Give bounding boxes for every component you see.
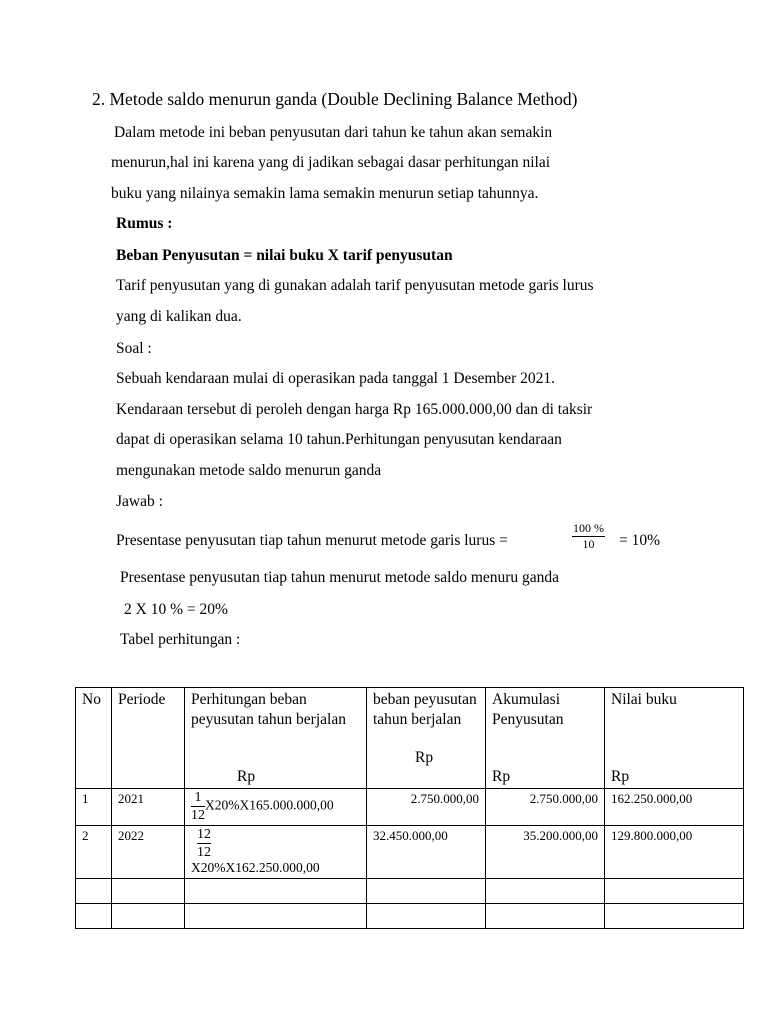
section-heading: 2. Metode saldo menurun ganda (Double Declining Balance Method) [92,89,578,109]
intro-line-2: menurun,hal ini karena yang di jadikan sebagai dasar perhitungan nilai [111,154,551,171]
table-header-row [76,688,744,789]
header-rp-nilai: Rp [611,768,630,785]
jawab-label: Jawab : [116,493,163,510]
tabel-label: Tabel perhitungan : [120,631,241,648]
soal-label: Soal : [116,340,152,357]
row2-fraction: $\frac{12}{12}$ [197,827,211,860]
row1-periode: 2021 [112,789,185,826]
row1-akumulasi: 2.750.000,00 [486,789,605,826]
header-periode: Periode [112,688,185,789]
table-row [76,826,744,879]
depreciation-table [75,687,744,929]
header-no: No [76,688,112,789]
calculation-line: 2 X 10 % = 20% [124,601,228,618]
soal-line-1: Sebuah kendaraan mulai di operasikan pada tanggal 1 Desember 2021. [116,370,556,387]
soal-line-4: mengunakan metode saldo menurun ganda [116,462,382,479]
rumus-formula: Beban Penyusutan = nilai buku X tarif penyusutan [116,247,453,264]
tarif-line-1: Tarif penyusutan yang di gunakan adalah tarif penyusutan metode garis lurus [116,277,594,294]
row1-no: 1 [76,789,112,826]
fraction-denominator: 10 [582,537,595,551]
header-nilai: Nilai buku Rp [605,688,744,789]
soal-line-3: dapat di operasikan selama 10 tahun.Perhitungan penyusutan kendaraan [116,431,562,448]
garis-lurus-fraction [572,522,605,551]
table-row [76,789,744,826]
row2-akumulasi: 35.200.000,00 [486,826,605,879]
header-rp-perhitungan: Rp [237,768,256,785]
header-perhitungan: Perhitungan beban peyusutan tahun berjalan Rp [185,688,367,789]
row2-perhitungan: $\frac{12}{12}$ X20%X162.250.000,00 [185,826,367,879]
tarif-line-2: yang di kalikan dua. [116,308,242,325]
row2-no: 2 [76,826,112,879]
table-row-empty [76,904,744,929]
header-akumulasi: Akumulasi Penyusutan Rp [486,688,605,789]
header-rp-beban: Rp [415,749,434,766]
saldo-menurun-text: Presentase penyusutan tiap tahun menurut metode saldo menuru ganda [120,569,560,586]
table-row-empty [76,879,744,904]
intro-line-3: buku yang nilainya semakin lama semakin menurun setiap tahunnya. [111,185,539,202]
row1-nilai: 162.250.000,00 [605,789,744,826]
rumus-label: Rumus : [116,215,173,232]
row1-perhitungan: $\frac{1}{12}$ X20%X165.000.000,00 [185,789,367,826]
row2-beban: 32.450.000,00 [367,826,486,879]
row1-fraction: $\frac{1}{12}$ [191,790,205,823]
header-beban: beban peyusutan tahun berjalan Rp [367,688,486,789]
row2-periode: 2022 [112,826,185,879]
row2-nilai: 129.800.000,00 [605,826,744,879]
garis-lurus-text: Presentase penyusutan tiap tahun menurut metode garis lurus = [116,532,508,549]
soal-line-2: Kendaraan tersebut di peroleh dengan harga Rp 165.000.000,00 dan di taksir [116,401,593,418]
fraction-numerator: 100 % [573,521,604,535]
header-rp-akumulasi: Rp [492,768,511,785]
garis-lurus-result: = 10% [619,532,661,549]
row1-beban: 2.750.000,00 [367,789,486,826]
intro-line-1: Dalam metode ini beban penyusutan dari tahun ke tahun akan semakin [114,124,553,141]
